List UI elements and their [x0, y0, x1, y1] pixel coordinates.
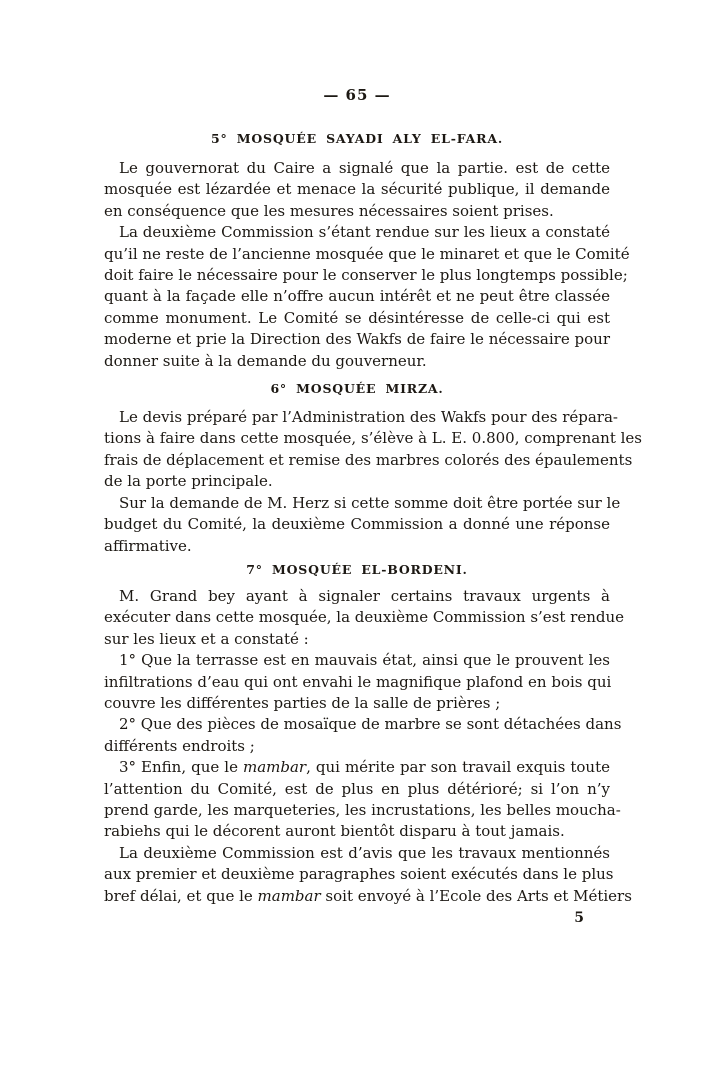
text-line: sur les lieux et a constaté : — [104, 629, 309, 648]
text-line: infiltrations d’eau qui ont envahi le magnifique plafond en bois qui — [104, 672, 612, 691]
text-line: aux premier et deuxième paragraphes soient exécutés dans le plus — [104, 865, 614, 884]
text-line: doit faire le nécessaire pour le conserver le plus longtemps possible; — [104, 266, 628, 285]
text-line: comme monument. Le Comité se désintéresse de celle-ci qui est — [104, 308, 610, 327]
text-run: 3° Enfin, que le — [119, 758, 243, 777]
italic-term-mambar: mambar — [242, 758, 307, 777]
text-line — [104, 757, 610, 778]
page-number-footer: 5 — [574, 910, 584, 926]
text-line: budget du Comité, la deuxième Commission a donné une réponse — [104, 515, 610, 534]
text-line: en conséquence que les mesures nécessaires soient prises. — [104, 201, 554, 220]
text-line: tions à faire dans cette mosquée, s’élève à L. E. 0.800, comprenant les — [104, 429, 643, 448]
text-line: frais de déplacement et remise des marbres colorés des épaulements — [104, 450, 633, 469]
section-heading-mosquee-el-bordeni: 7° MOSQUÉE EL-BORDENI. — [246, 561, 468, 577]
text-line: mosquée est lézardée et menace la sécurité publique, il demande — [104, 180, 610, 199]
text-line — [104, 886, 632, 907]
text-line: qu’il ne reste de l’ancienne mosquée que le minaret et que le Comité — [104, 244, 630, 263]
text-run: bref délai, et que le — [104, 886, 258, 905]
text-line: Sur la demande de M. Herz si cette somme doit être portée sur le — [119, 493, 621, 512]
italic-term-mambar: mambar — [257, 886, 321, 905]
text-line: 1° Que la terrasse est en mauvais état, ainsi que le prouvent les — [119, 651, 610, 670]
text-line: moderne et prie la Direction des Wakfs de faire le nécessaire pour — [104, 330, 610, 349]
text-line: La deuxième Commission est d’avis que les travaux mentionnés — [119, 843, 610, 862]
text-block — [104, 0, 643, 926]
text-line: rabiehs qui le décorent auront bientôt disparu à tout jamais. — [104, 822, 565, 841]
text-run: , qui mérite par son travail exquis toute — [306, 758, 610, 777]
text-run: soit envoyé à l’Ecole des Arts et Métiers — [320, 886, 632, 905]
page-number-header: — 65 — — [323, 86, 391, 104]
text-line: Le devis préparé par l’Administration des Wakfs pour des répara- — [119, 408, 618, 427]
text-line: couvre les différentes parties de la salle de prières ; — [104, 693, 501, 712]
text-line: Le gouvernorat du Caire a signalé que la partie. est de cette — [119, 159, 610, 177]
text-line: M. Grand bey ayant à signaler certains travaux urgents à — [119, 586, 610, 605]
text-line: de la porte principale. — [104, 472, 273, 491]
text-line: donner suite à la demande du gouverneur. — [104, 351, 427, 370]
text-line: différents endroits ; — [104, 736, 255, 755]
section-heading-mosquee-sayadi-aly-el-fara: 5° MOSQUÉE SAYADI ALY EL-FARA. — [211, 131, 503, 146]
section-heading-mosquee-mirza: 6° MOSQUÉE MIRZA. — [270, 381, 444, 397]
text-line: quant à la façade elle n’offre aucun intérêt et ne peut être classée — [104, 287, 610, 306]
text-line: La deuxième Commission s’étant rendue sur les lieux a constaté — [119, 223, 610, 242]
text-line: 2° Que des pièces de mosaïque de marbre se sont détachées dans — [119, 715, 622, 734]
text-line: affirmative. — [104, 536, 192, 555]
text-line: prend garde, les marqueteries, les incrustations, les belles moucha- — [104, 800, 621, 819]
text-line: l’attention du Comité, est de plus en plus détérioré; si l’on n’y — [104, 779, 610, 798]
text-line: exécuter dans cette mosquée, la deuxième Commission s’est rendue — [104, 608, 625, 627]
